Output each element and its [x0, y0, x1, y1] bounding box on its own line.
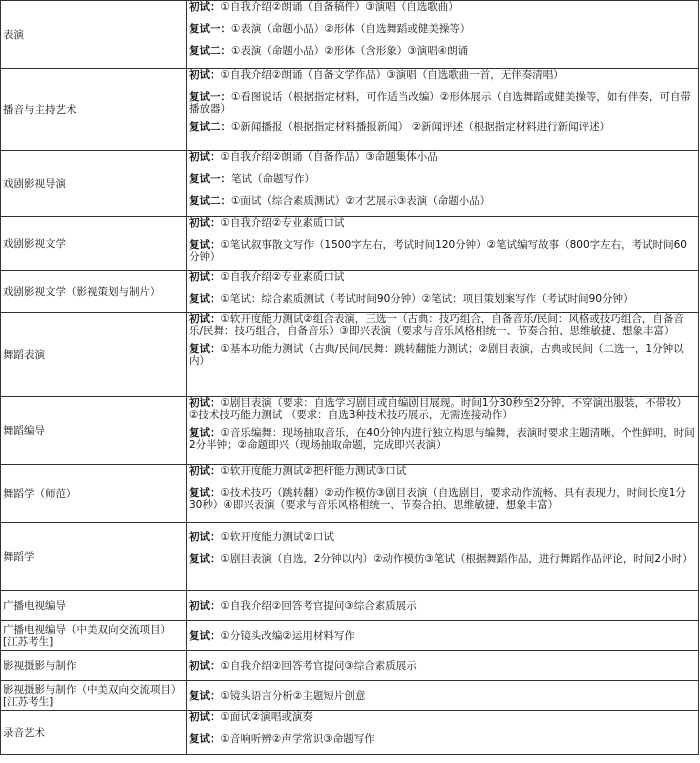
stage-text: ①剧目表演（自选，2分钟以内）②动作模仿③笔试（根据舞蹈作品，进行舞蹈作品评论，时间2小时）: [220, 553, 693, 565]
exam-content: [187, 651, 699, 681]
stage-text: ①技术技巧（跳转翻）②动作模仿③剧目表演（自选剧目，要求动作流畅、具有表现力，时间长度1分30秒）④即兴表演（要求与音乐风格相统一、节奏合拍、思维敏捷、想象丰富）: [189, 487, 686, 511]
exam-stage: [189, 711, 696, 723]
stage-text: ①面试②演唱或演奏: [220, 711, 313, 723]
exam-stage: [189, 630, 696, 642]
major-name: 影视摄影与制作（中美双向交流项目）[江苏考生]: [1, 681, 187, 711]
stage-text: ①音乐编舞：现场抽取音乐，在40分钟内进行独立构思与编舞，表演时要求主题清晰、个性鲜明，时间2分半钟；②命题即兴（现场抽取命题，完成即兴表演）: [189, 427, 695, 451]
stage-label: 复试一：: [189, 91, 231, 103]
exam-stage: [189, 217, 696, 229]
exam-stage: [189, 553, 696, 565]
major-name: 戏剧影视文学（影视策划与制片）: [1, 271, 187, 313]
table-row: [1, 465, 699, 523]
major-name: 戏剧影视导演: [1, 151, 187, 217]
exam-stage: [189, 151, 696, 163]
stage-text: ①笔试叙事散文写作（1500字左右，考试时间120分钟）②笔试编写故事（800字左右，考试时间60分钟）: [189, 239, 687, 263]
stage-text: ①自我介绍②专业素质口试: [220, 271, 345, 283]
stage-text: ①自我介绍②朗诵（自备稿件）③演唱（自选歌曲）: [220, 1, 459, 13]
stage-text: ①软开度能力测试②组合表演，三选一（古典：技巧组合，自备音乐/民间：风格或技巧组合，自备音乐/民舞：技巧组合，自备音乐）③即兴表演（要求与音乐风格相统一、节奏合拍、思维敏捷、想象丰富）: [189, 313, 684, 337]
table-row: [1, 523, 699, 591]
exam-stage: [189, 195, 696, 207]
exam-stage: [189, 600, 696, 612]
stage-label: 初试：: [189, 599, 221, 612]
table-row: [1, 69, 699, 151]
stage-label: 初试：: [189, 1, 221, 13]
stage-label: 初试：: [189, 313, 221, 325]
exam-stage: [189, 465, 696, 477]
exam-content: [187, 1, 699, 69]
exam-content: [187, 271, 699, 313]
exam-stage: [189, 427, 696, 451]
stage-label: 复试二：: [189, 195, 231, 207]
stage-label: 复试一：: [189, 23, 231, 35]
major-name: 戏剧影视文学: [1, 217, 187, 271]
exam-stage: [189, 45, 696, 57]
exam-stage: [189, 293, 696, 305]
stage-text: ①剧目表演（要求：自选学习剧目或自编剧目展现。时间1分30秒至2分钟，不穿演出服装，不带妆）②技术技巧能力测试 （要求：自选3种技术技巧展示，无需连接动作）: [189, 397, 688, 421]
major-name: 舞蹈学（师范）: [1, 465, 187, 523]
stage-text: ①笔试：综合素质测试（考试时间90分钟）②笔试：项目策划案写作（考试时间90分钟）: [220, 293, 634, 305]
table-row: [1, 681, 699, 711]
stage-label: 复试：: [189, 427, 221, 439]
stage-label: 复试：: [189, 293, 221, 305]
major-name: 播音与主持艺术: [1, 69, 187, 151]
exam-content: [187, 397, 699, 465]
exam-stage: [189, 23, 696, 35]
table-row: [1, 1, 699, 69]
exam-stage: [189, 343, 696, 367]
table-row: [1, 651, 699, 681]
major-name: 影视摄影与制作: [1, 651, 187, 681]
stage-label: 复试二：: [189, 45, 231, 57]
stage-text: ①基本功能力测试（古典/民间/民舞：跳转翻能力测试；②剧目表演，古典或民间（二选一，1分钟以内）: [189, 343, 684, 367]
major-name: 广播电视编导: [1, 591, 187, 621]
stage-text: 笔试（命题写作）: [231, 173, 315, 185]
stage-text: ①自我介绍②朗诵（自备作品）③命题集体小品: [220, 151, 438, 163]
major-name: 舞蹈表演: [1, 313, 187, 397]
exam-stage: [189, 397, 696, 421]
stage-text: ①面试（综合素质测试）②才艺展示③表演（命题小品）: [231, 195, 491, 207]
table-row: [1, 217, 699, 271]
stage-text: ①看图说话（根据指定材料，可作适当改编）②形体展示（自选舞蹈或健美操等，如有伴奏，可自带播放器）: [189, 91, 691, 115]
major-name: 舞蹈学: [1, 523, 187, 591]
exam-stage: [189, 733, 696, 745]
table-row: [1, 621, 699, 651]
stage-label: 初试：: [189, 397, 221, 409]
exam-stage: [189, 660, 696, 672]
major-name: 舞蹈编导: [1, 397, 187, 465]
stage-label: 初试：: [189, 151, 221, 163]
exam-stage: [189, 69, 696, 81]
exam-stage: [189, 239, 696, 263]
table-row: [1, 313, 699, 397]
stage-text: ①软开度能力测试②把杆能力测试③口试: [220, 465, 407, 477]
major-name: 表演: [1, 1, 187, 69]
table-row: [1, 711, 699, 755]
exam-stage: [189, 121, 696, 133]
stage-text: ①新闻播报（根据指定材料播报新闻） ②新闻评述（根据指定材料进行新闻评述）: [231, 121, 611, 133]
stage-text: ①自我介绍②朗诵（自备文学作品）③演唱（自选歌曲一首，无伴奏清唱）: [220, 69, 564, 81]
exam-content: [187, 217, 699, 271]
stage-label: 初试：: [189, 465, 221, 477]
stage-label: 复试一：: [189, 173, 231, 185]
stage-label: 复试：: [189, 553, 221, 565]
stage-text: ①软开度能力测试②口试: [220, 531, 334, 543]
exam-stage: [189, 91, 696, 115]
stage-text: ①音响听辨②声学常识③命题写作: [220, 733, 375, 745]
exam-stage: [189, 1, 696, 13]
exam-content: [187, 465, 699, 523]
stage-text: ①分镜头改编②运用材料写作: [220, 629, 355, 642]
exam-content: [187, 681, 699, 711]
exam-stage: [189, 313, 696, 337]
exam-stage: [189, 173, 696, 185]
stage-label: 复试：: [189, 689, 221, 702]
major-name: 广播电视编导（中美双向交流项目）[江苏考生]: [1, 621, 187, 651]
stage-label: 复试：: [189, 239, 221, 251]
stage-text: ①自我介绍②回答考官提问③综合素质展示: [220, 659, 417, 672]
stage-label: 复试二：: [189, 121, 231, 133]
stage-label: 初试：: [189, 659, 221, 672]
exam-content: [187, 591, 699, 621]
stage-label: 初试：: [189, 531, 221, 543]
stage-text: ①表演（命题小品）②形体（自选舞蹈或健美操等）: [231, 23, 471, 35]
exam-stage: [189, 690, 696, 702]
table-row: [1, 151, 699, 217]
exam-content: [187, 621, 699, 651]
major-name: 录音艺术: [1, 711, 187, 755]
stage-label: 复试：: [189, 487, 221, 499]
table-row: [1, 591, 699, 621]
stage-label: 复试：: [189, 343, 221, 355]
stage-label: 初试：: [189, 271, 221, 283]
table-row: [1, 271, 699, 313]
stage-label: 初试：: [189, 711, 221, 723]
stage-label: 初试：: [189, 69, 221, 81]
exam-content: [187, 711, 699, 755]
exam-stage: [189, 531, 696, 543]
exam-content: [187, 151, 699, 217]
stage-label: 复试：: [189, 733, 221, 745]
stage-text: ①自我介绍②回答考官提问③综合素质展示: [220, 599, 417, 612]
exam-content: [187, 313, 699, 397]
stage-label: 初试：: [189, 217, 221, 229]
exam-content: [187, 523, 699, 591]
stage-text: ①表演（命题小品）②形体（含形象）③演唱④朗诵: [231, 45, 469, 57]
stage-text: ①自我介绍②专业素质口试: [220, 217, 345, 229]
stage-label: 复试：: [189, 629, 221, 642]
exam-stage: [189, 487, 696, 511]
exam-content: [187, 69, 699, 151]
table-row: [1, 397, 699, 465]
exam-stage: [189, 271, 696, 283]
stage-text: ①镜头语言分析②主题短片创意: [220, 689, 366, 702]
